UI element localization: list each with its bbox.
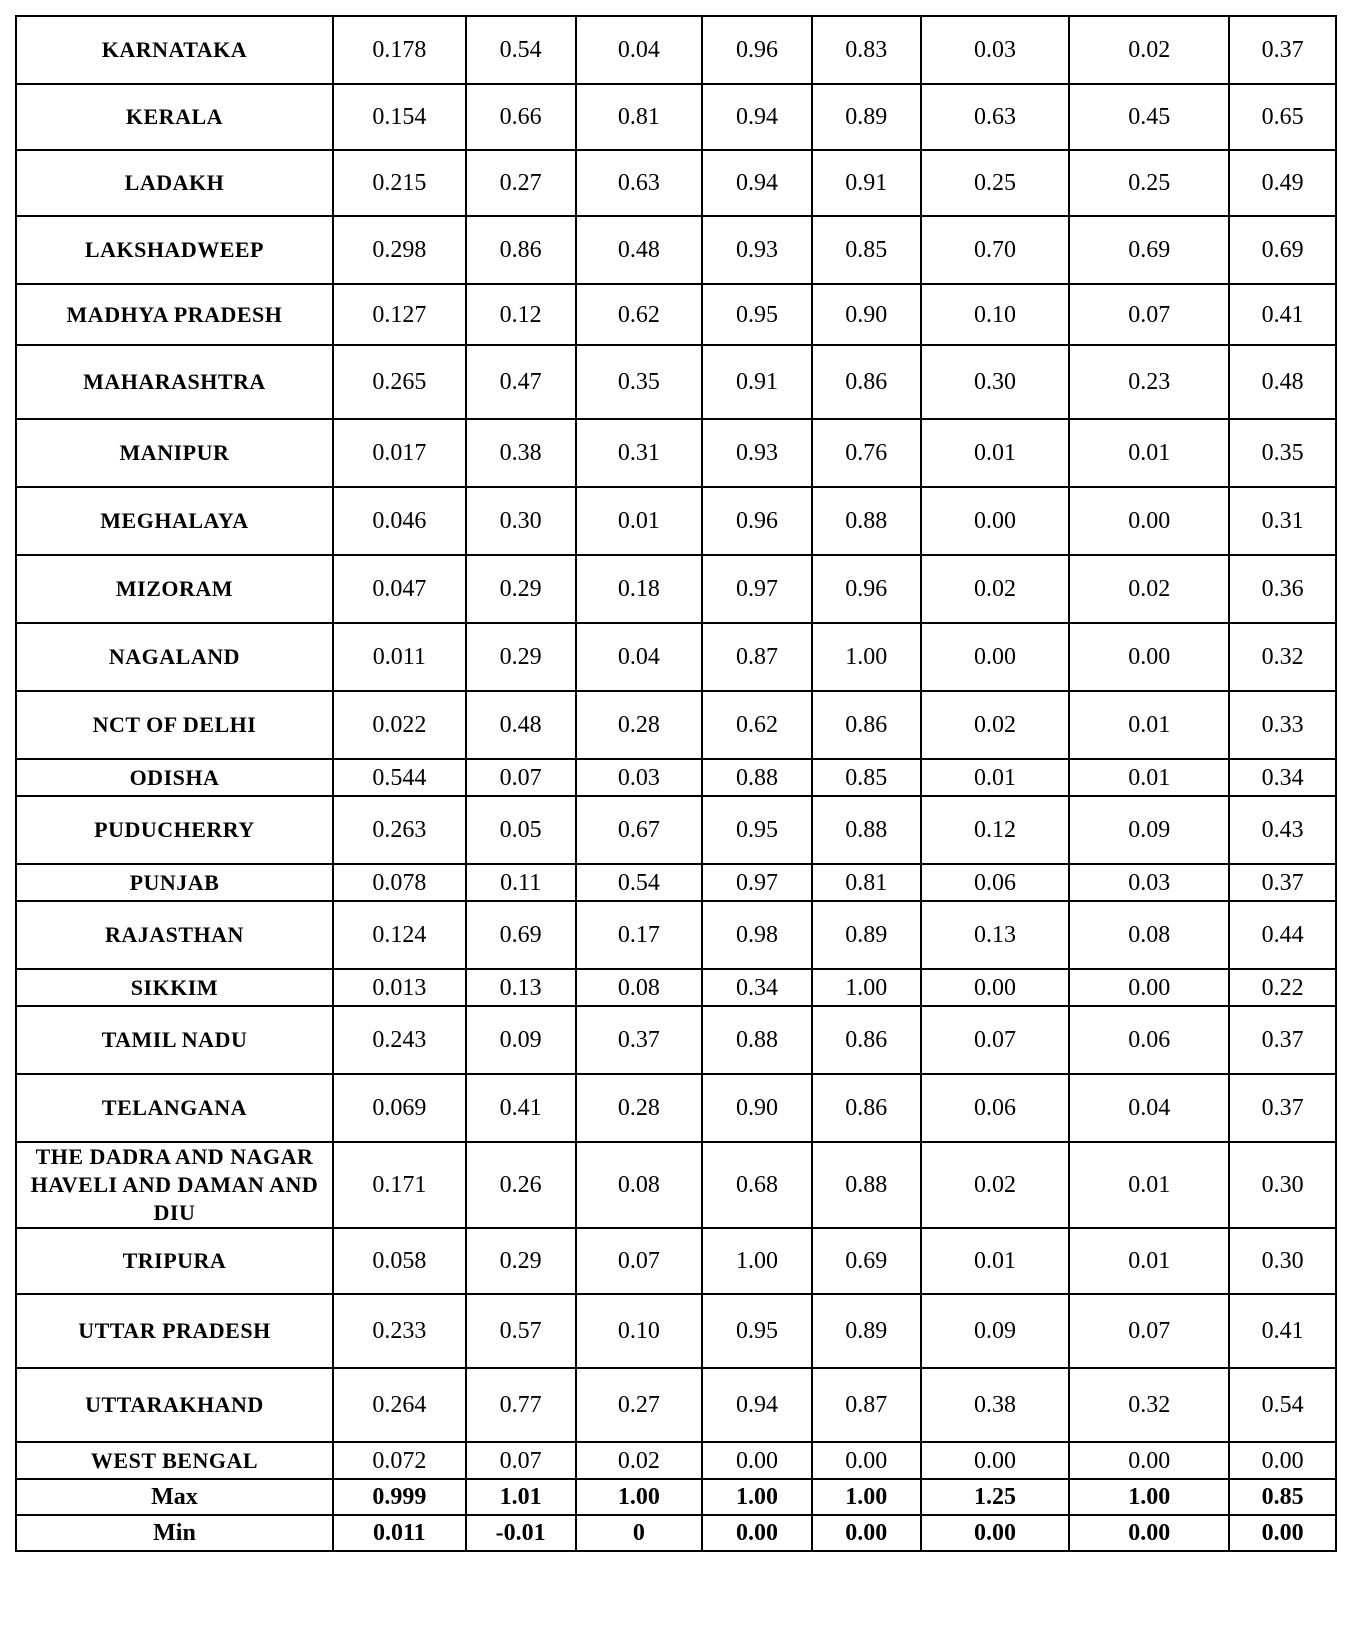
summary-value-cell: 0.999 <box>333 1479 466 1515</box>
value-cell: 0.31 <box>576 419 703 487</box>
value-cell: 0.29 <box>466 1228 576 1294</box>
value-cell: 0.12 <box>466 284 576 345</box>
value-cell: 0.00 <box>921 623 1070 691</box>
value-cell: 0.01 <box>1069 691 1229 759</box>
state-name-cell: ODISHA <box>16 759 333 796</box>
table-row <box>16 623 1336 691</box>
table-row <box>16 691 1336 759</box>
value-cell: 0.48 <box>576 216 703 284</box>
value-cell: 0.233 <box>333 1294 466 1368</box>
value-cell: 0.85 <box>812 216 921 284</box>
value-cell: 0.22 <box>1229 969 1336 1006</box>
state-name-cell: KERALA <box>16 84 333 150</box>
table-row <box>16 487 1336 555</box>
value-cell: 0.07 <box>1069 1294 1229 1368</box>
value-cell: 0.30 <box>921 345 1070 419</box>
value-cell: 1.00 <box>812 623 921 691</box>
value-cell: 0.47 <box>466 345 576 419</box>
value-cell: 0.87 <box>812 1368 921 1442</box>
value-cell: 0.68 <box>702 1142 812 1228</box>
value-cell: 0.011 <box>333 623 466 691</box>
value-cell: 0.57 <box>466 1294 576 1368</box>
value-cell: 0.76 <box>812 419 921 487</box>
value-cell: 0.48 <box>466 691 576 759</box>
value-cell: 0.06 <box>921 864 1070 901</box>
value-cell: 0.00 <box>812 1442 921 1479</box>
value-cell: 0.02 <box>921 555 1070 623</box>
value-cell: 0.32 <box>1069 1368 1229 1442</box>
table-row <box>16 555 1336 623</box>
value-cell: 0.00 <box>921 969 1070 1006</box>
value-cell: 0.03 <box>921 16 1070 84</box>
value-cell: 0.38 <box>466 419 576 487</box>
value-cell: 0.77 <box>466 1368 576 1442</box>
table-row <box>16 1142 1336 1228</box>
value-cell: 0.96 <box>702 16 812 84</box>
value-cell: 0.88 <box>812 487 921 555</box>
state-name-cell: NAGALAND <box>16 623 333 691</box>
state-name-cell: UTTAR PRADESH <box>16 1294 333 1368</box>
value-cell: 0.95 <box>702 796 812 864</box>
value-cell: 0.34 <box>1229 759 1336 796</box>
summary-value-cell: 0.85 <box>1229 1479 1336 1515</box>
table-body <box>16 16 1336 1551</box>
table-row <box>16 864 1336 901</box>
value-cell: 0.89 <box>812 1294 921 1368</box>
value-cell: 0.058 <box>333 1228 466 1294</box>
table-row <box>16 419 1336 487</box>
value-cell: 0.32 <box>1229 623 1336 691</box>
value-cell: 0.86 <box>812 691 921 759</box>
value-cell: 0.078 <box>333 864 466 901</box>
value-cell: 0.88 <box>812 1142 921 1228</box>
value-cell: 0.03 <box>1069 864 1229 901</box>
value-cell: 0.87 <box>702 623 812 691</box>
value-cell: 0.06 <box>921 1074 1070 1142</box>
state-name-cell: THE DADRA AND NAGAR HAVELI AND DAMAN AND DIU <box>16 1142 333 1228</box>
value-cell: 0.07 <box>576 1228 703 1294</box>
value-cell: 0.86 <box>466 216 576 284</box>
value-cell: 0.43 <box>1229 796 1336 864</box>
value-cell: 0.93 <box>702 419 812 487</box>
table-row <box>16 1006 1336 1074</box>
value-cell: 0.67 <box>576 796 703 864</box>
state-name-cell: MAHARASHTRA <box>16 345 333 419</box>
value-cell: 0.89 <box>812 84 921 150</box>
value-cell: 0.171 <box>333 1142 466 1228</box>
value-cell: 0.09 <box>466 1006 576 1074</box>
state-name-cell: MANIPUR <box>16 419 333 487</box>
value-cell: 0.00 <box>1229 1442 1336 1479</box>
summary-value-cell: 0.00 <box>812 1515 921 1551</box>
value-cell: 0.00 <box>921 1442 1070 1479</box>
state-name-cell: PUNJAB <box>16 864 333 901</box>
value-cell: 0.48 <box>1229 345 1336 419</box>
value-cell: 0.01 <box>921 419 1070 487</box>
value-cell: 0.30 <box>1229 1228 1336 1294</box>
value-cell: 1.00 <box>812 969 921 1006</box>
value-cell: 0.97 <box>702 864 812 901</box>
value-cell: 0.81 <box>812 864 921 901</box>
summary-value-cell: 1.25 <box>921 1479 1070 1515</box>
value-cell: 0.37 <box>1229 16 1336 84</box>
table-row <box>16 216 1336 284</box>
value-cell: 0.54 <box>466 16 576 84</box>
value-cell: 0.022 <box>333 691 466 759</box>
value-cell: 0.07 <box>466 759 576 796</box>
summary-value-cell: 1.00 <box>1069 1479 1229 1515</box>
value-cell: 0.89 <box>812 901 921 969</box>
value-cell: 0.28 <box>576 1074 703 1142</box>
value-cell: 0.01 <box>921 1228 1070 1294</box>
value-cell: 0.154 <box>333 84 466 150</box>
value-cell: 0.63 <box>921 84 1070 150</box>
value-cell: 0.264 <box>333 1368 466 1442</box>
state-name-cell: WEST BENGAL <box>16 1442 333 1479</box>
value-cell: 0.83 <box>812 16 921 84</box>
table-row <box>16 901 1336 969</box>
value-cell: 0.30 <box>1229 1142 1336 1228</box>
value-cell: 0.265 <box>333 345 466 419</box>
value-cell: 0.02 <box>921 691 1070 759</box>
table-row <box>16 150 1336 216</box>
value-cell: 0.69 <box>812 1228 921 1294</box>
state-name-cell: LAKSHADWEEP <box>16 216 333 284</box>
summary-value-cell: 0.011 <box>333 1515 466 1551</box>
table-row <box>16 759 1336 796</box>
value-cell: 0.41 <box>1229 1294 1336 1368</box>
value-cell: 0.263 <box>333 796 466 864</box>
state-name-cell: SIKKIM <box>16 969 333 1006</box>
value-cell: 0.017 <box>333 419 466 487</box>
value-cell: 0.00 <box>921 487 1070 555</box>
state-indicator-table <box>15 15 1337 1552</box>
value-cell: 0.12 <box>921 796 1070 864</box>
value-cell: 0.00 <box>1069 487 1229 555</box>
table-row <box>16 84 1336 150</box>
table-row <box>16 1442 1336 1479</box>
value-cell: 0.41 <box>1229 284 1336 345</box>
value-cell: 0.35 <box>1229 419 1336 487</box>
table-row <box>16 1294 1336 1368</box>
value-cell: 0.29 <box>466 623 576 691</box>
state-name-cell: UTTARAKHAND <box>16 1368 333 1442</box>
value-cell: 0.25 <box>1069 150 1229 216</box>
value-cell: 0.04 <box>576 16 703 84</box>
value-cell: 0.243 <box>333 1006 466 1074</box>
value-cell: 0.93 <box>702 216 812 284</box>
value-cell: 0.86 <box>812 1006 921 1074</box>
state-name-cell: MEGHALAYA <box>16 487 333 555</box>
value-cell: 0.31 <box>1229 487 1336 555</box>
value-cell: 0.63 <box>576 150 703 216</box>
value-cell: 0.07 <box>466 1442 576 1479</box>
value-cell: 0.29 <box>466 555 576 623</box>
value-cell: 0.07 <box>1069 284 1229 345</box>
value-cell: 0.06 <box>1069 1006 1229 1074</box>
state-name-cell: KARNATAKA <box>16 16 333 84</box>
value-cell: 0.37 <box>576 1006 703 1074</box>
value-cell: 0.97 <box>702 555 812 623</box>
value-cell: 0.069 <box>333 1074 466 1142</box>
value-cell: 0.94 <box>702 1368 812 1442</box>
value-cell: 0.04 <box>1069 1074 1229 1142</box>
value-cell: 0.01 <box>1069 759 1229 796</box>
value-cell: 0.08 <box>576 1142 703 1228</box>
value-cell: 0.07 <box>921 1006 1070 1074</box>
value-cell: 0.91 <box>812 150 921 216</box>
value-cell: 0.04 <box>576 623 703 691</box>
value-cell: 0.02 <box>1069 16 1229 84</box>
value-cell: 0.95 <box>702 1294 812 1368</box>
summary-label-cell: Max <box>16 1479 333 1515</box>
state-name-cell: MADHYA PRADESH <box>16 284 333 345</box>
value-cell: 0.62 <box>702 691 812 759</box>
value-cell: 0.046 <box>333 487 466 555</box>
summary-value-cell: 1.00 <box>812 1479 921 1515</box>
value-cell: 0.02 <box>921 1142 1070 1228</box>
value-cell: 0.178 <box>333 16 466 84</box>
summary-value-cell: 0 <box>576 1515 703 1551</box>
summary-row-min <box>16 1515 1336 1551</box>
state-name-cell: RAJASTHAN <box>16 901 333 969</box>
value-cell: 0.18 <box>576 555 703 623</box>
value-cell: 0.69 <box>466 901 576 969</box>
state-name-cell: NCT OF DELHI <box>16 691 333 759</box>
table-row <box>16 796 1336 864</box>
value-cell: 0.26 <box>466 1142 576 1228</box>
value-cell: 0.01 <box>1069 1142 1229 1228</box>
value-cell: 0.34 <box>702 969 812 1006</box>
value-cell: 0.11 <box>466 864 576 901</box>
value-cell: 0.127 <box>333 284 466 345</box>
value-cell: 0.28 <box>576 691 703 759</box>
summary-value-cell: 0.00 <box>921 1515 1070 1551</box>
value-cell: 0.00 <box>702 1442 812 1479</box>
value-cell: 0.01 <box>576 487 703 555</box>
table-row <box>16 1074 1336 1142</box>
value-cell: 0.36 <box>1229 555 1336 623</box>
value-cell: 0.35 <box>576 345 703 419</box>
value-cell: 0.65 <box>1229 84 1336 150</box>
value-cell: 0.01 <box>1069 1228 1229 1294</box>
value-cell: 0.124 <box>333 901 466 969</box>
value-cell: 0.45 <box>1069 84 1229 150</box>
value-cell: 0.03 <box>576 759 703 796</box>
value-cell: 0.298 <box>333 216 466 284</box>
value-cell: 0.88 <box>812 796 921 864</box>
value-cell: 0.88 <box>702 759 812 796</box>
value-cell: 0.13 <box>466 969 576 1006</box>
value-cell: 0.37 <box>1229 864 1336 901</box>
value-cell: 0.30 <box>466 487 576 555</box>
table-row <box>16 345 1336 419</box>
value-cell: 0.27 <box>466 150 576 216</box>
value-cell: 0.91 <box>702 345 812 419</box>
value-cell: 0.85 <box>812 759 921 796</box>
table-row <box>16 16 1336 84</box>
state-name-cell: TAMIL NADU <box>16 1006 333 1074</box>
value-cell: 0.09 <box>1069 796 1229 864</box>
table-row <box>16 969 1336 1006</box>
value-cell: 0.44 <box>1229 901 1336 969</box>
value-cell: 0.94 <box>702 150 812 216</box>
value-cell: 0.41 <box>466 1074 576 1142</box>
value-cell: 0.37 <box>1229 1074 1336 1142</box>
value-cell: 1.00 <box>702 1228 812 1294</box>
value-cell: 0.01 <box>921 759 1070 796</box>
value-cell: 0.13 <box>921 901 1070 969</box>
value-cell: 0.00 <box>1069 969 1229 1006</box>
value-cell: 0.09 <box>921 1294 1070 1368</box>
value-cell: 0.10 <box>576 1294 703 1368</box>
value-cell: 0.86 <box>812 345 921 419</box>
value-cell: 0.23 <box>1069 345 1229 419</box>
summary-value-cell: 1.00 <box>576 1479 703 1515</box>
value-cell: 0.90 <box>812 284 921 345</box>
value-cell: 0.02 <box>576 1442 703 1479</box>
value-cell: 0.047 <box>333 555 466 623</box>
value-cell: 0.544 <box>333 759 466 796</box>
value-cell: 0.33 <box>1229 691 1336 759</box>
value-cell: 0.215 <box>333 150 466 216</box>
value-cell: 0.072 <box>333 1442 466 1479</box>
value-cell: 0.013 <box>333 969 466 1006</box>
value-cell: 0.62 <box>576 284 703 345</box>
summary-value-cell: 0.00 <box>702 1515 812 1551</box>
state-name-cell: LADAKH <box>16 150 333 216</box>
value-cell: 0.49 <box>1229 150 1336 216</box>
value-cell: 0.27 <box>576 1368 703 1442</box>
summary-label-cell: Min <box>16 1515 333 1551</box>
state-name-cell: TRIPURA <box>16 1228 333 1294</box>
value-cell: 0.88 <box>702 1006 812 1074</box>
value-cell: 0.01 <box>1069 419 1229 487</box>
value-cell: 0.17 <box>576 901 703 969</box>
summary-value-cell: 0.00 <box>1229 1515 1336 1551</box>
value-cell: 0.69 <box>1229 216 1336 284</box>
table-row <box>16 284 1336 345</box>
value-cell: 0.90 <box>702 1074 812 1142</box>
value-cell: 0.25 <box>921 150 1070 216</box>
value-cell: 0.98 <box>702 901 812 969</box>
state-name-cell: PUDUCHERRY <box>16 796 333 864</box>
value-cell: 0.70 <box>921 216 1070 284</box>
value-cell: 0.94 <box>702 84 812 150</box>
summary-value-cell: 1.01 <box>466 1479 576 1515</box>
value-cell: 0.81 <box>576 84 703 150</box>
value-cell: 0.38 <box>921 1368 1070 1442</box>
value-cell: 0.08 <box>576 969 703 1006</box>
table-row <box>16 1228 1336 1294</box>
value-cell: 0.96 <box>702 487 812 555</box>
value-cell: 0.95 <box>702 284 812 345</box>
table-row <box>16 1368 1336 1442</box>
summary-value-cell: 0.00 <box>1069 1515 1229 1551</box>
value-cell: 0.96 <box>812 555 921 623</box>
value-cell: 0.37 <box>1229 1006 1336 1074</box>
value-cell: 0.00 <box>1069 623 1229 691</box>
value-cell: 0.66 <box>466 84 576 150</box>
value-cell: 0.86 <box>812 1074 921 1142</box>
value-cell: 0.69 <box>1069 216 1229 284</box>
value-cell: 0.08 <box>1069 901 1229 969</box>
summary-value-cell: -0.01 <box>466 1515 576 1551</box>
summary-value-cell: 1.00 <box>702 1479 812 1515</box>
value-cell: 0.05 <box>466 796 576 864</box>
value-cell: 0.10 <box>921 284 1070 345</box>
summary-row-max <box>16 1479 1336 1515</box>
state-name-cell: MIZORAM <box>16 555 333 623</box>
value-cell: 0.54 <box>1229 1368 1336 1442</box>
value-cell: 0.00 <box>1069 1442 1229 1479</box>
value-cell: 0.02 <box>1069 555 1229 623</box>
value-cell: 0.54 <box>576 864 703 901</box>
state-name-cell: TELANGANA <box>16 1074 333 1142</box>
